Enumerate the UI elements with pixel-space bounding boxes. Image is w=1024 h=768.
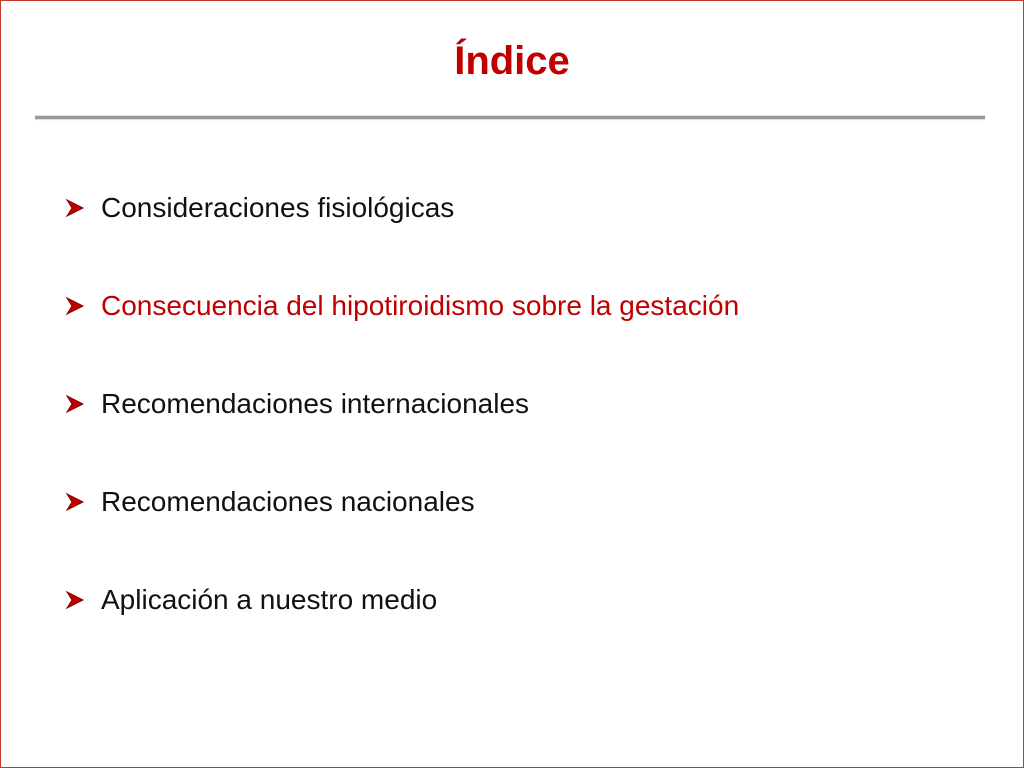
- list-item: [65, 477, 739, 575]
- title-divider: [35, 115, 985, 119]
- arrowhead-bullet-icon: [65, 379, 93, 429]
- arrowhead-bullet-icon: [65, 281, 93, 331]
- bullet-list: [65, 183, 739, 673]
- bullet-label-highlighted: Consecuencia del hipotiroidismo sobre la gestación: [101, 290, 740, 321]
- list-item: [65, 379, 739, 477]
- bullet-label: Aplicación a nuestro medio: [101, 584, 438, 615]
- arrowhead-bullet-icon: [65, 477, 93, 527]
- bullet-label: Consideraciones fisiológicas: [101, 192, 455, 223]
- slide-title: Índice: [454, 39, 570, 83]
- arrowhead-bullet-icon: [65, 183, 93, 233]
- bullet-label: Recomendaciones internacionales: [101, 388, 530, 419]
- list-item: [65, 281, 739, 379]
- bullet-label: Recomendaciones nacionales: [101, 486, 475, 517]
- arrowhead-bullet-icon: [65, 575, 93, 625]
- list-item: [65, 575, 739, 673]
- list-item: [65, 183, 739, 281]
